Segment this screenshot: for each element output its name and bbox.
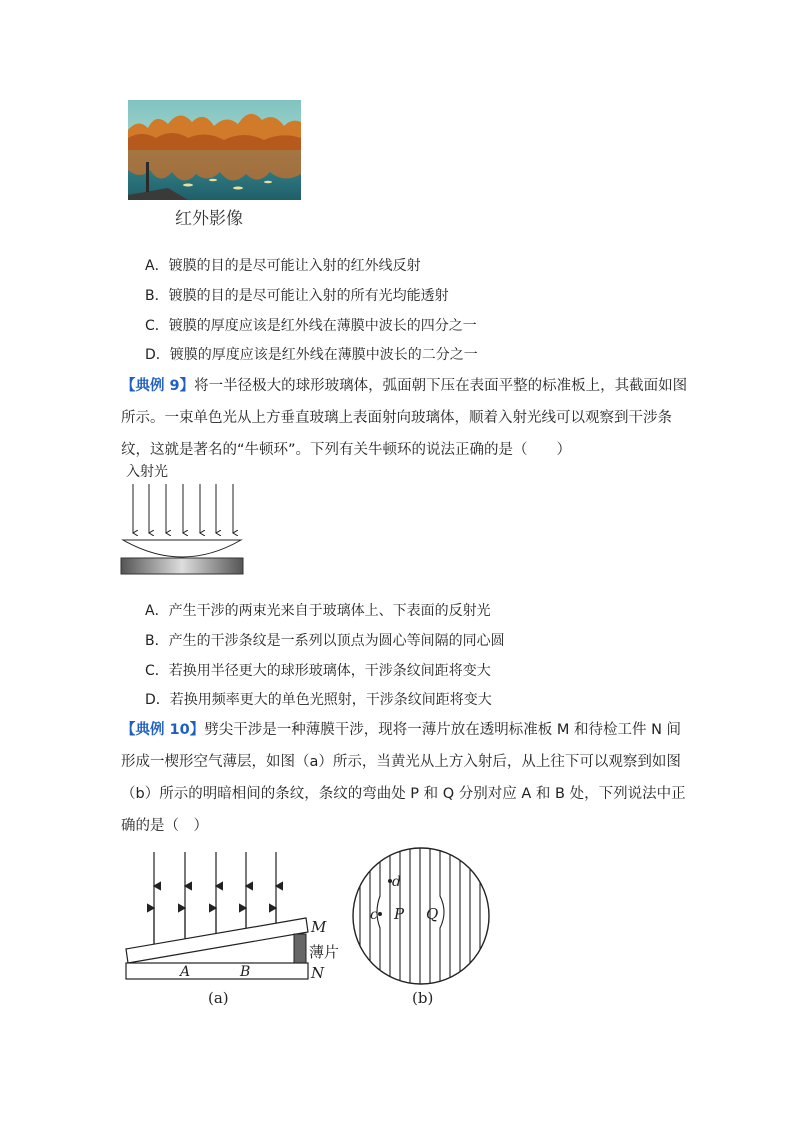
label-d: d [392,874,401,890]
photo-caption: 红外影像 [175,209,243,229]
caption-a: (a) [208,989,229,1007]
option-b: B．镀膜的目的是尽可能让入射的所有光均能透射 [145,288,449,304]
wedge-figure-a [120,848,340,1013]
infrared-photo [128,100,301,200]
example-10-text: 劈尖干涉是一种薄膜干涉，现将一薄片放在透明标准板 M 和待检工件 N 间形成一楔形空气薄层，如图（a）所示，当黄光从上方入射后，从上往下可以观察到如图（b）所示的明暗相间的条纹，条纹的弯曲处 P 和 Q 分别对应 A 和 B 处，下列说法中正确的是（ ） [121,722,686,834]
incident-light-label: 入射光 [126,464,168,480]
example-9-tag: 【典例 9】 [121,378,195,394]
q9-option-c: C．若换用半径更大的球形玻璃体，干涉条纹间距将变大 [145,663,491,679]
option-d: D．镀膜的厚度应该是红外线在薄膜中波长的二分之一 [145,347,478,363]
q9-option-b: B．产生的干涉条纹是一系列以顶点为圆心等间隔的同心圆 [145,633,505,649]
label-q: Q [426,905,439,923]
label-m: M [311,918,327,936]
q9-option-d: D．若换用频率更大的单色光照射，干涉条纹间距将变大 [145,692,492,708]
label-a: A [180,964,191,980]
example-9-question [121,370,691,466]
label-n: N [311,964,325,982]
option-c: C．镀膜的厚度应该是红外线在薄膜中波长的四分之一 [145,318,477,334]
example-10-question [121,714,691,842]
option-a: A．镀膜的目的是尽可能让入射的红外线反射 [145,258,421,274]
caption-b: (b) [412,989,434,1007]
example-10-tag: 【典例 10】 [121,722,205,738]
label-p: P [394,905,405,923]
fringe-figure-b [346,846,496,1011]
label-c: c [370,907,378,923]
newton-ring-figure [115,478,250,578]
q9-option-a: A．产生干涉的两束光来自于玻璃体上、下表面的反射光 [145,603,491,619]
example-9-text: 将一半径极大的球形玻璃体，弧面朝下压在表面平整的标准板上，其截面如图所示。一束单色光从上方垂直玻璃上表面射向玻璃体，顺着入射光线可以观察到干涉条纹，这就是著名的“牛顿环”。下列有关牛顿环的说法正确的是（ ） [121,378,688,458]
label-sheet: 薄片 [309,943,340,961]
label-b: B [240,964,251,980]
